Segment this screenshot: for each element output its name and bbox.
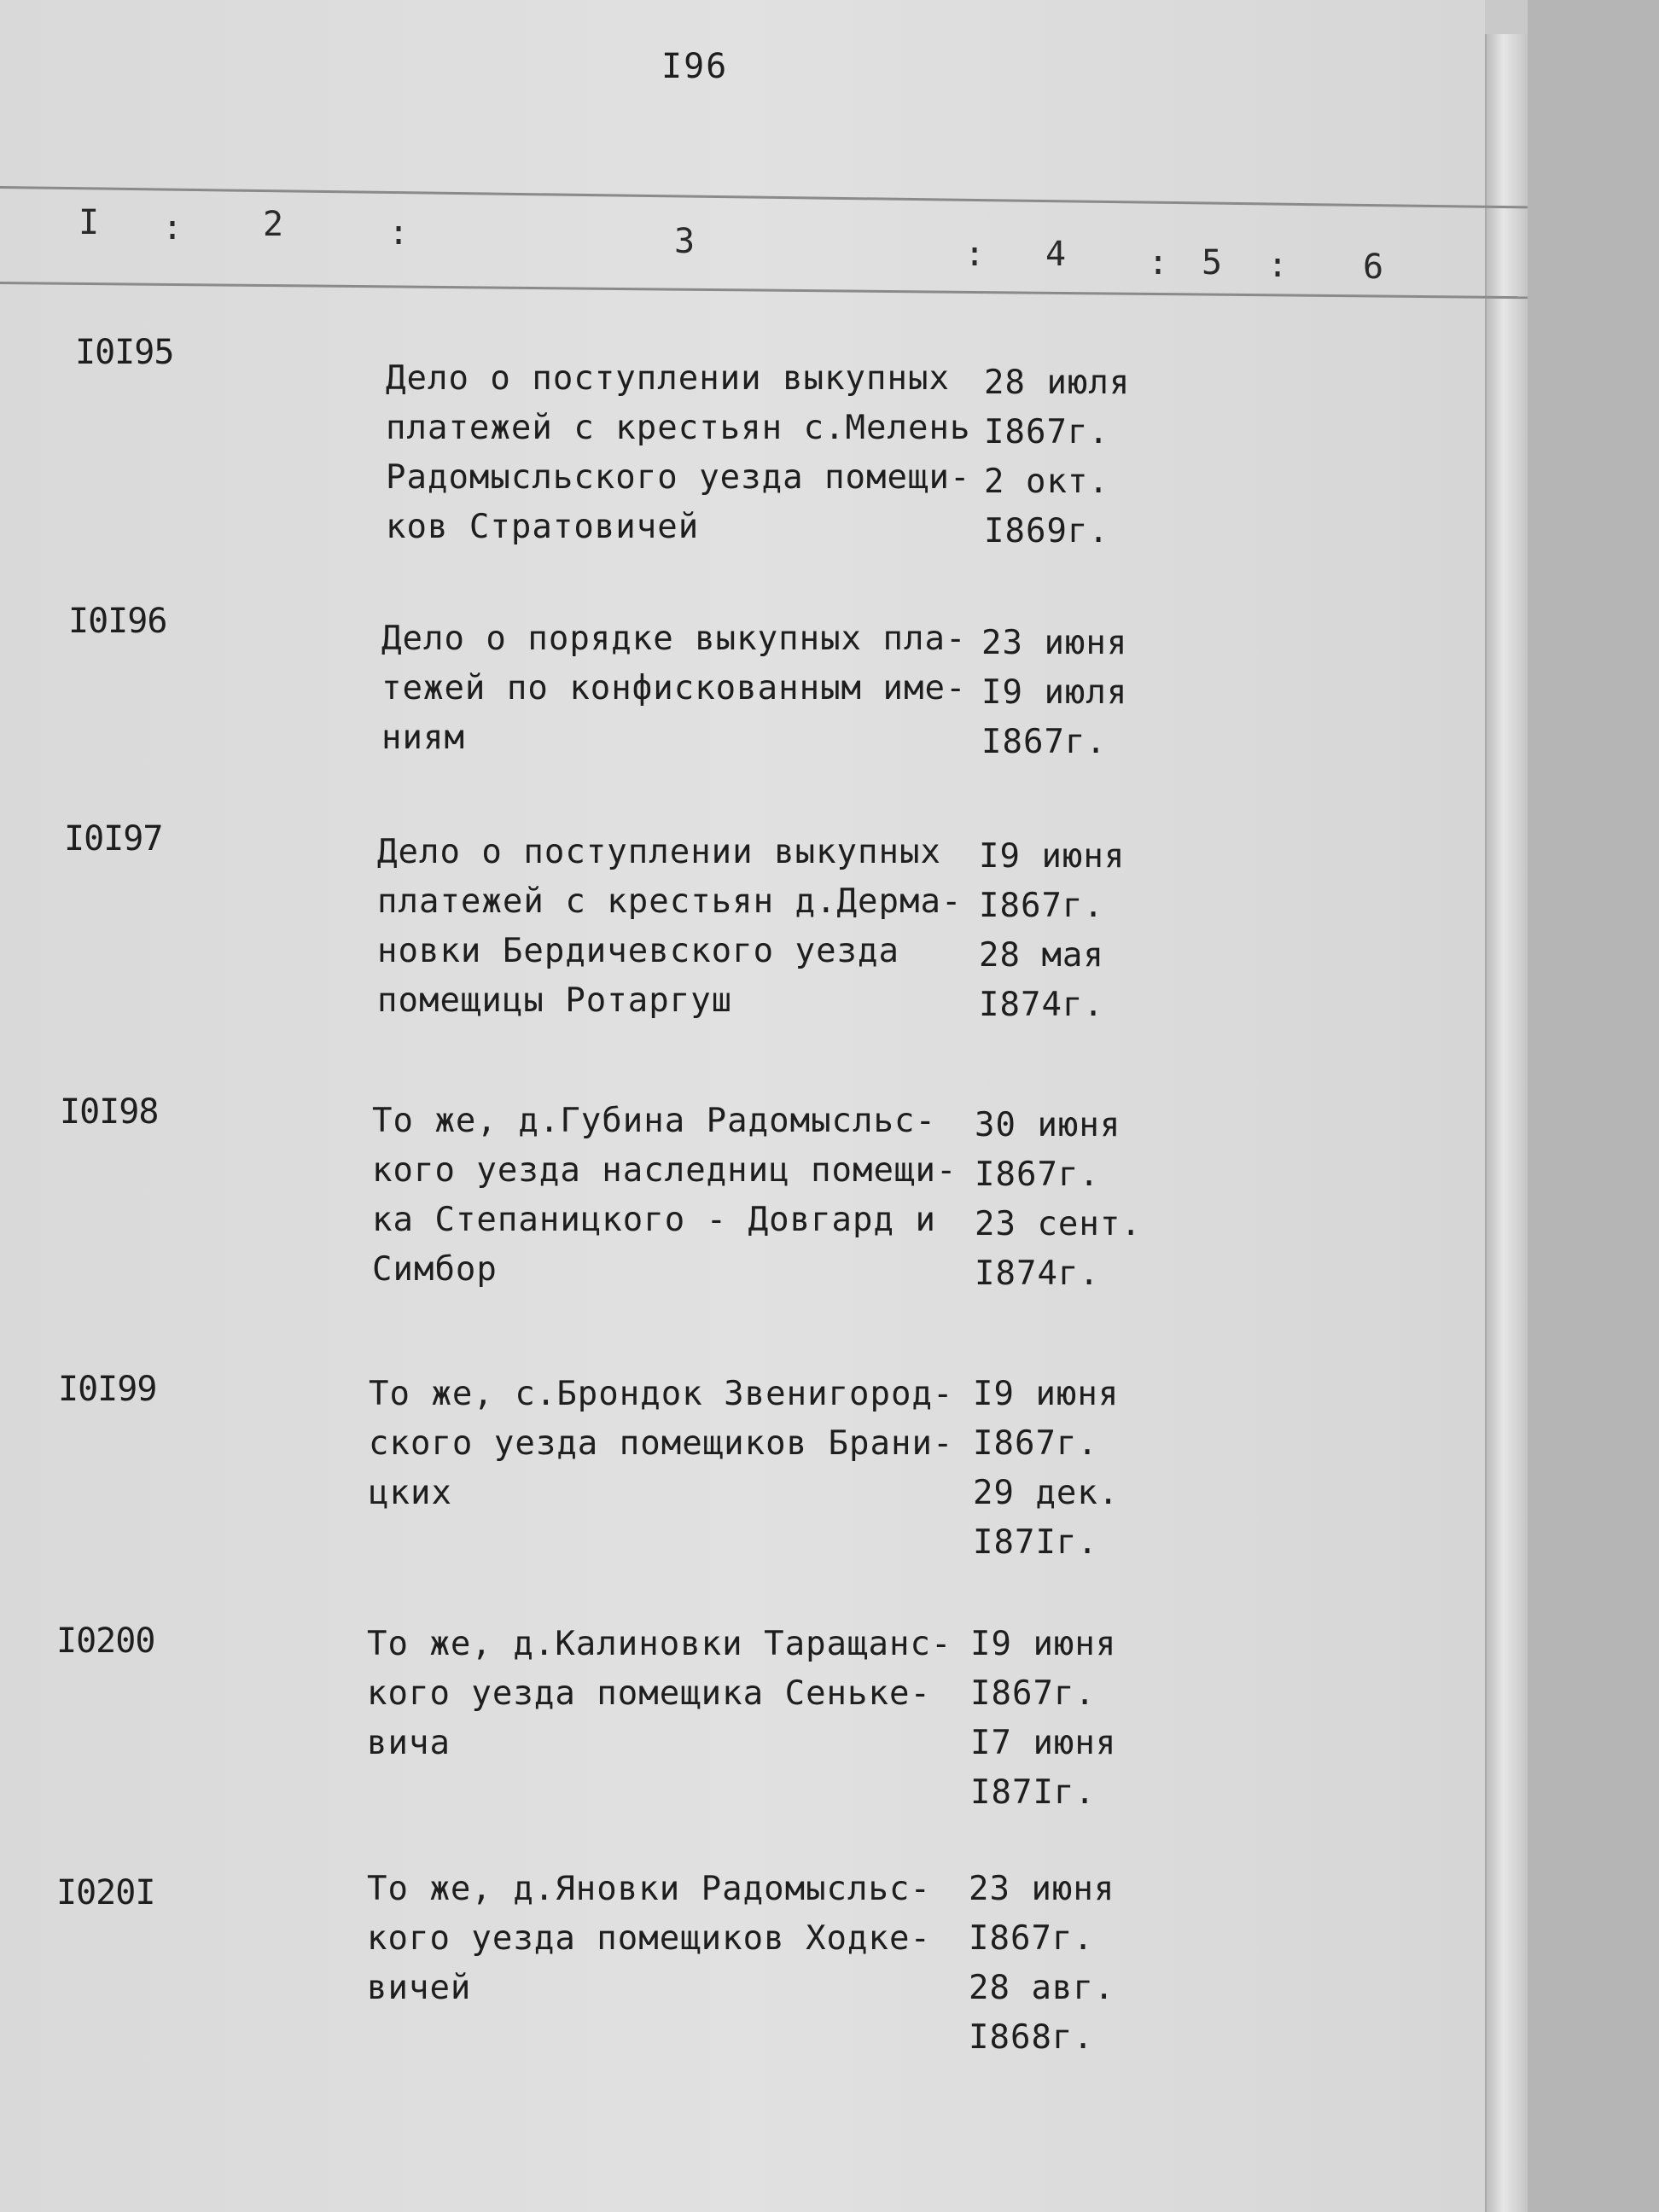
column-separator: : (964, 235, 986, 274)
entry-number: I0I97 (64, 819, 163, 859)
entry-number: I0I99 (58, 1370, 157, 1409)
entry-number: I0I96 (68, 602, 167, 641)
entry-title: Дело о поступлении выкупных платежей с крестьян д.Дерма- новки Бердичевского уезда помещицы Ротаргуш (377, 833, 963, 1020)
entry-title: То же, д.Калиновки Таращанс- кого уезда помещика Сенькe- вича (367, 1625, 952, 1762)
entry-title: Дело о поступлении выкупных платежей с крестьян с.Мелень Радомысльского уезда помещи- ков Стратовичей (386, 359, 971, 546)
entry-dates: 30 июня I867г. 23 сент. I874г. (975, 1106, 1142, 1293)
entry-title: То же, с.Брондок Звенигород- ского уезда помещиков Брани- цких (369, 1375, 954, 1512)
entry-dates: I9 июня I867г. 28 мая I874г. (979, 837, 1126, 1024)
column-header-2: 2 (263, 205, 284, 244)
column-separator: : (1148, 243, 1169, 282)
entry-number: I0200 (56, 1621, 155, 1661)
entry-dates: 23 июня I867г. 28 авг. I868г. (969, 1870, 1115, 2057)
column-separator: : (1267, 246, 1289, 285)
entry-number: I0I98 (60, 1092, 159, 1132)
entry-title: То же, д.Яновки Радомысльс- кого уезда помещиков Ходке- вичей (367, 1870, 931, 2007)
column-header-5: 5 (1202, 243, 1223, 282)
entry-title: Дело о порядке выкупных пла- тежей по конфискованным име- ниям (381, 620, 967, 757)
entry-number: I0I95 (75, 333, 174, 372)
entry-dates: I9 июня I867г. I7 июня I87Iг. (970, 1625, 1117, 1812)
entry-dates: 23 июня I9 июля I867г. (981, 624, 1128, 761)
column-header-1: I (79, 203, 100, 242)
entry-dates: I9 июня I867г. 29 дек. I87Iг. (973, 1375, 1120, 1562)
column-header-3: 3 (674, 222, 696, 261)
page-stack-edge (1485, 34, 1529, 2212)
background (1528, 0, 1659, 2212)
page-number: I96 (661, 47, 729, 86)
column-separator: : (388, 213, 410, 253)
entry-number: I020I (56, 1873, 155, 1912)
column-header-4: 4 (1045, 235, 1067, 274)
entry-dates: 28 июля I867г. 2 окт. I869г. (984, 364, 1131, 550)
column-header-6: 6 (1363, 247, 1384, 287)
column-separator: : (162, 208, 183, 247)
entry-title: То же, д.Губина Радомысльс- кого уезда наследниц помещи- ка Степаницкого - Довгард и Симбор (372, 1102, 958, 1289)
